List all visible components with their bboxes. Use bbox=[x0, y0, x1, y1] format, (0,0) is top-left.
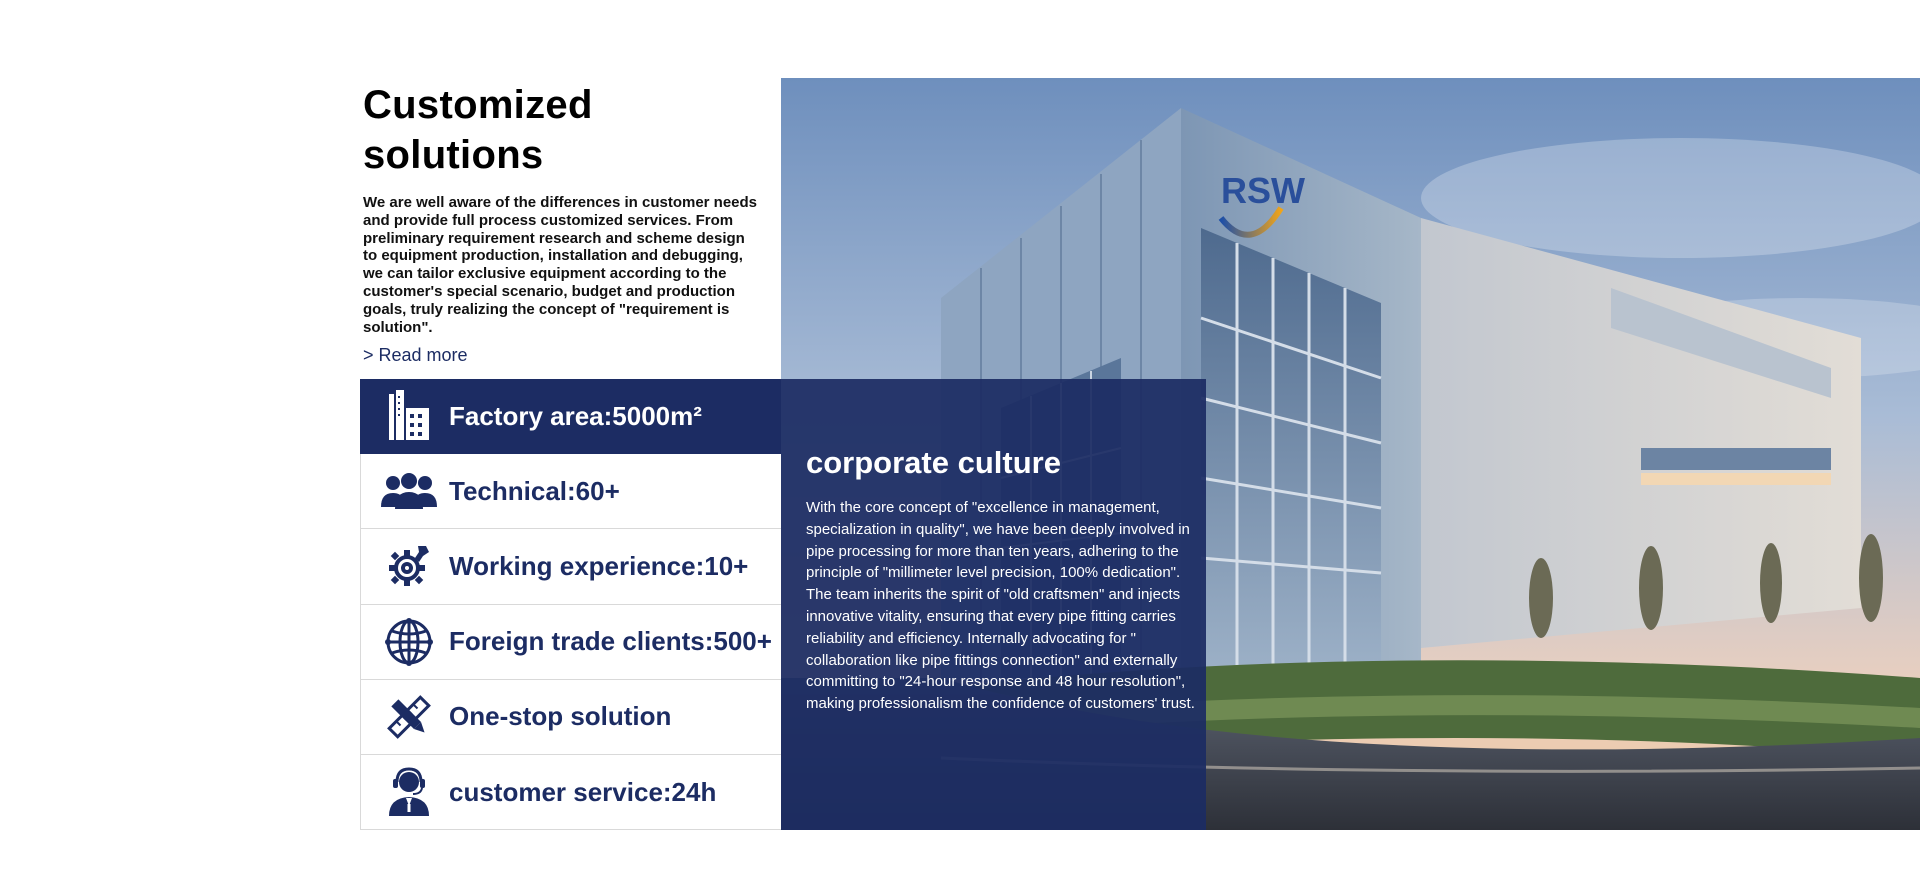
gear-wrench-icon bbox=[381, 538, 437, 594]
stats-list bbox=[360, 379, 781, 830]
headset-agent-icon bbox=[381, 764, 437, 820]
stat-foreign-trade-clients[interactable] bbox=[360, 605, 781, 680]
stat-technical[interactable] bbox=[360, 454, 781, 529]
intro-section bbox=[363, 80, 763, 366]
stat-working-experience[interactable] bbox=[360, 529, 781, 604]
section-title: Customized solutions bbox=[363, 83, 593, 177]
stat-factory-area[interactable] bbox=[360, 379, 781, 454]
stat-label: Foreign trade clients:500+ bbox=[449, 626, 772, 657]
stat-label: Technical:60+ bbox=[449, 475, 620, 506]
stat-label: One-stop solution bbox=[449, 701, 672, 732]
building-logo: RSW bbox=[1221, 170, 1305, 211]
intro-description: We are well aware of the differences in customer needs and provide full process customized services. From preliminary requirement research and scheme design to equipment production, installation and debugging, we can tailor exclusive equipment according to the customer's special scenario, budget and production goals, truly realizing the concept of "requirement is solution". bbox=[363, 194, 758, 336]
stat-label: Working experience:10+ bbox=[449, 550, 749, 581]
stat-label: customer service:24h bbox=[449, 776, 717, 807]
team-icon bbox=[381, 463, 437, 519]
globe-icon bbox=[381, 614, 437, 670]
culture-title: corporate culture bbox=[806, 445, 1061, 480]
stat-customer-service[interactable] bbox=[360, 755, 781, 830]
stat-one-stop-solution[interactable] bbox=[360, 680, 781, 755]
factory-icon bbox=[381, 388, 437, 444]
pencil-ruler-icon bbox=[381, 689, 437, 745]
corporate-culture-panel bbox=[781, 379, 1206, 830]
stat-label: Factory area:5000m² bbox=[449, 400, 702, 431]
read-more-link[interactable]: > Read more bbox=[363, 345, 468, 366]
culture-description: With the core concept of "excellence in management, specialization in quality", we have been deeply involved in pipe processing for more than ten years, adhering to the principle of "millimeter level precision, 100% dedication". The team inherits the spirit of "old craftsmen" and injects innovative vitality, ensuring that every pipe fitting carries reliability and efficiency. Internally advocating for " collaboration like pipe fittings connection" and externally committing to "24-hour response and 48 hour resolution", making professionalism the confidence of customers' trust. bbox=[806, 499, 1195, 713]
